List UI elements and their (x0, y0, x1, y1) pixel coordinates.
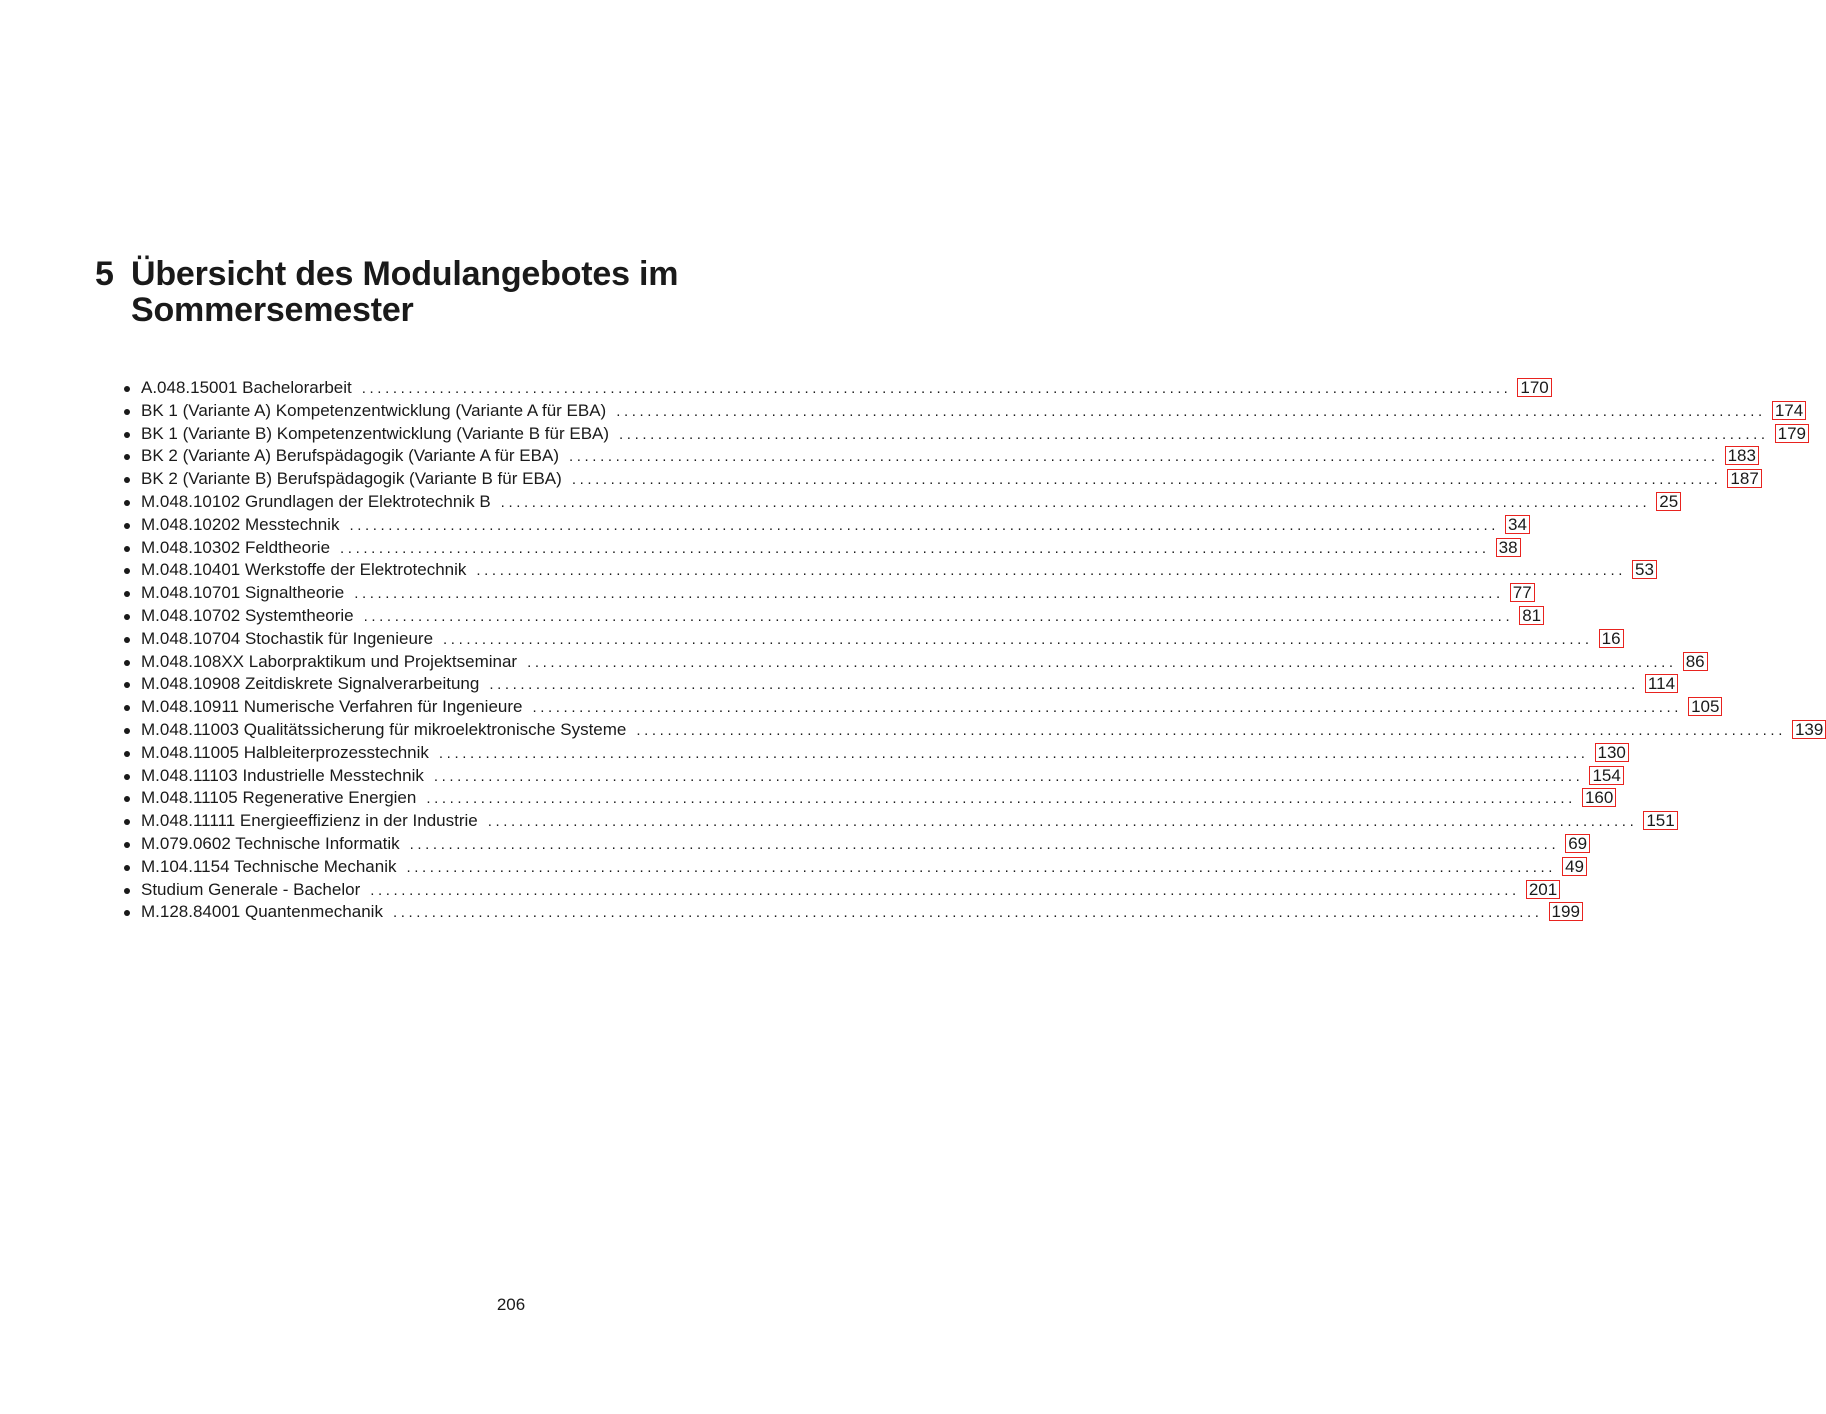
page-link[interactable]: 201 (1526, 880, 1560, 899)
bullet-icon (120, 879, 141, 902)
module-title: BK 1 (Variante B) Kompetenzentwicklung (Variante B für EBA) (141, 423, 610, 443)
module-title: M.048.108XX Laborpraktikum und Projektseminar (141, 651, 518, 671)
list-item (120, 879, 1558, 902)
dot-leader: .................................................................................................................................................... (363, 607, 1514, 625)
module-title: M.048.10702 Systemtheorie (141, 605, 354, 625)
list-item (120, 514, 1527, 537)
dot-leader: .................................................................................................................................................... (340, 539, 1490, 557)
list-item (120, 377, 1549, 400)
dot-leader: .................................................................................................................................................... (361, 380, 1512, 397)
module-title: M.048.10102 Grundlagen der Elektrotechnik B (141, 491, 491, 511)
page-link[interactable]: 38 (1496, 538, 1521, 557)
list-item (120, 742, 1626, 765)
list-item (120, 423, 1806, 446)
dot-leader: .................................................................................................................................................... (443, 630, 1593, 648)
list-item (120, 537, 1518, 560)
list-item (120, 582, 1532, 605)
module-title: M.048.11111 Energieeffizienz in der Industrie (141, 811, 478, 831)
dot-leader: .................................................................................................................................................... (370, 881, 1520, 899)
list-item (120, 468, 1759, 491)
module-title: M.048.10908 Zeitdiskrete Signalverarbeitung (141, 674, 480, 694)
module-title: M.048.11103 Industrielle Messtechnik (141, 765, 424, 785)
list-item (120, 559, 1654, 582)
module-title: M.048.10302 Feldtheorie (141, 537, 331, 557)
dot-leader: .................................................................................................................................................... (349, 516, 1500, 534)
page-link[interactable]: 105 (1688, 697, 1722, 716)
list-item (120, 696, 1720, 719)
module-title: M.048.11005 Halbleiterprozesstechnik (141, 742, 429, 762)
page-link[interactable]: 25 (1656, 492, 1681, 511)
module-title: Studium Generale - Bachelor (141, 879, 361, 899)
dot-leader: .................................................................................................................................................... (532, 699, 1683, 717)
bullet-icon (120, 445, 141, 468)
bullet-icon (120, 514, 141, 537)
list-item (120, 491, 1679, 514)
bullet-icon (120, 810, 141, 833)
page-link[interactable]: 160 (1582, 788, 1616, 807)
list-item (120, 765, 1621, 788)
bullet-icon (120, 673, 141, 696)
page-link[interactable]: 151 (1643, 811, 1677, 830)
dot-leader: .................................................................................................................................................... (616, 402, 1766, 420)
page-link[interactable]: 187 (1727, 469, 1761, 488)
bullet-icon (120, 651, 141, 674)
page-link[interactable]: 114 (1645, 674, 1678, 693)
module-title: M.048.10202 Messtechnik (141, 514, 340, 534)
module-title: BK 2 (Variante B) Berufspädagogik (Variante B für EBA) (141, 469, 562, 489)
list-item (120, 673, 1676, 696)
chapter-heading (95, 256, 855, 328)
module-title: M.048.10911 Numerische Verfahren für Ingenieure (141, 697, 523, 717)
dot-leader: .................................................................................................................................................... (636, 721, 1786, 739)
dot-leader: .................................................................................................................................................... (406, 858, 1557, 876)
bullet-icon (120, 787, 141, 810)
chapter-number: 5 (95, 255, 114, 293)
list-item (120, 605, 1542, 628)
list-item (120, 787, 1614, 810)
module-title: M.104.1154 Technische Mechanik (141, 856, 397, 876)
page-link[interactable]: 154 (1589, 766, 1623, 785)
page-link[interactable]: 183 (1725, 446, 1759, 465)
list-item (120, 833, 1588, 856)
bullet-icon (120, 559, 141, 582)
bullet-icon (120, 901, 141, 924)
page-link[interactable]: 81 (1519, 606, 1544, 625)
dot-leader: .................................................................................................................................................... (438, 744, 1589, 762)
module-title: BK 2 (Variante A) Berufspädagogik (Variante A für EBA) (141, 446, 559, 466)
module-title: M.048.11003 Qualitätssicherung für mikroelektronische Systeme (141, 719, 627, 739)
module-title: BK 1 (Variante A) Kompetenzentwicklung (Variante A für EBA) (141, 400, 607, 420)
page-link[interactable]: 49 (1562, 857, 1587, 876)
dot-leader: .................................................................................................................................................... (527, 653, 1677, 671)
module-title: A.048.15001 Bachelorarbeit (141, 378, 352, 397)
dot-leader: .................................................................................................................................................... (489, 676, 1639, 694)
chapter-title: Übersicht des Modulangebotes im Sommersemester (131, 255, 679, 329)
bullet-icon (120, 491, 141, 514)
dot-leader: .................................................................................................................................................... (500, 493, 1651, 511)
module-list (120, 377, 1824, 924)
module-title: M.048.11105 Regenerative Energien (141, 788, 417, 808)
list-item (120, 901, 1580, 924)
bullet-icon (120, 423, 141, 446)
bullet-icon (120, 400, 141, 423)
dot-leader: .................................................................................................................................................... (619, 425, 1769, 443)
page-link[interactable]: 16 (1599, 629, 1624, 648)
page-link[interactable]: 53 (1632, 560, 1657, 579)
dot-leader: .................................................................................................................................................... (569, 448, 1719, 466)
bullet-icon (120, 628, 141, 651)
dot-leader: .................................................................................................................................................... (409, 835, 1560, 853)
module-title: M.048.10401 Werkstoffe der Elektrotechnik (141, 560, 467, 580)
bullet-icon (120, 582, 141, 605)
page-link[interactable]: 174 (1772, 401, 1806, 420)
page-link[interactable]: 86 (1683, 652, 1708, 671)
list-item (120, 719, 1824, 742)
page-link[interactable]: 170 (1517, 378, 1551, 397)
bullet-icon (120, 742, 141, 765)
bullet-icon (120, 833, 141, 856)
module-title: M.128.84001 Quantenmechanik (141, 902, 383, 922)
list-item (120, 400, 1804, 423)
page-link[interactable]: 34 (1505, 515, 1530, 534)
dot-leader: .................................................................................................................................................... (354, 585, 1504, 603)
bullet-icon (120, 856, 141, 879)
dot-leader: .................................................................................................................................................... (571, 471, 1722, 489)
bullet-icon (120, 696, 141, 719)
page-link[interactable]: 199 (1549, 902, 1583, 921)
list-item (120, 445, 1756, 468)
page-link[interactable]: 130 (1595, 743, 1629, 762)
bullet-icon (120, 377, 141, 400)
page-link[interactable]: 69 (1565, 834, 1590, 853)
list-item (120, 810, 1675, 833)
list-item (120, 628, 1621, 651)
dot-leader: .................................................................................................................................................... (426, 790, 1576, 808)
module-title: M.048.10704 Stochastik für Ingenieure (141, 628, 434, 648)
dot-leader: .................................................................................................................................................... (433, 767, 1584, 785)
page-link[interactable]: 179 (1775, 424, 1809, 443)
dot-leader: .................................................................................................................................................... (487, 813, 1638, 831)
dot-leader: .................................................................................................................................................... (476, 562, 1626, 580)
module-title: M.048.10701 Signaltheorie (141, 583, 345, 603)
page-number: 206 (496, 1295, 526, 1314)
dot-leader: .................................................................................................................................................... (392, 904, 1543, 922)
list-item (120, 856, 1584, 879)
page-link[interactable]: 139 (1792, 720, 1826, 739)
bullet-icon (120, 468, 141, 491)
module-title: M.079.0602 Technische Informatik (141, 833, 400, 853)
bullet-icon (120, 719, 141, 742)
page-link[interactable]: 77 (1510, 583, 1535, 602)
bullet-icon (120, 605, 141, 628)
bullet-icon (120, 537, 141, 560)
list-item (120, 651, 1705, 674)
bullet-icon (120, 765, 141, 788)
